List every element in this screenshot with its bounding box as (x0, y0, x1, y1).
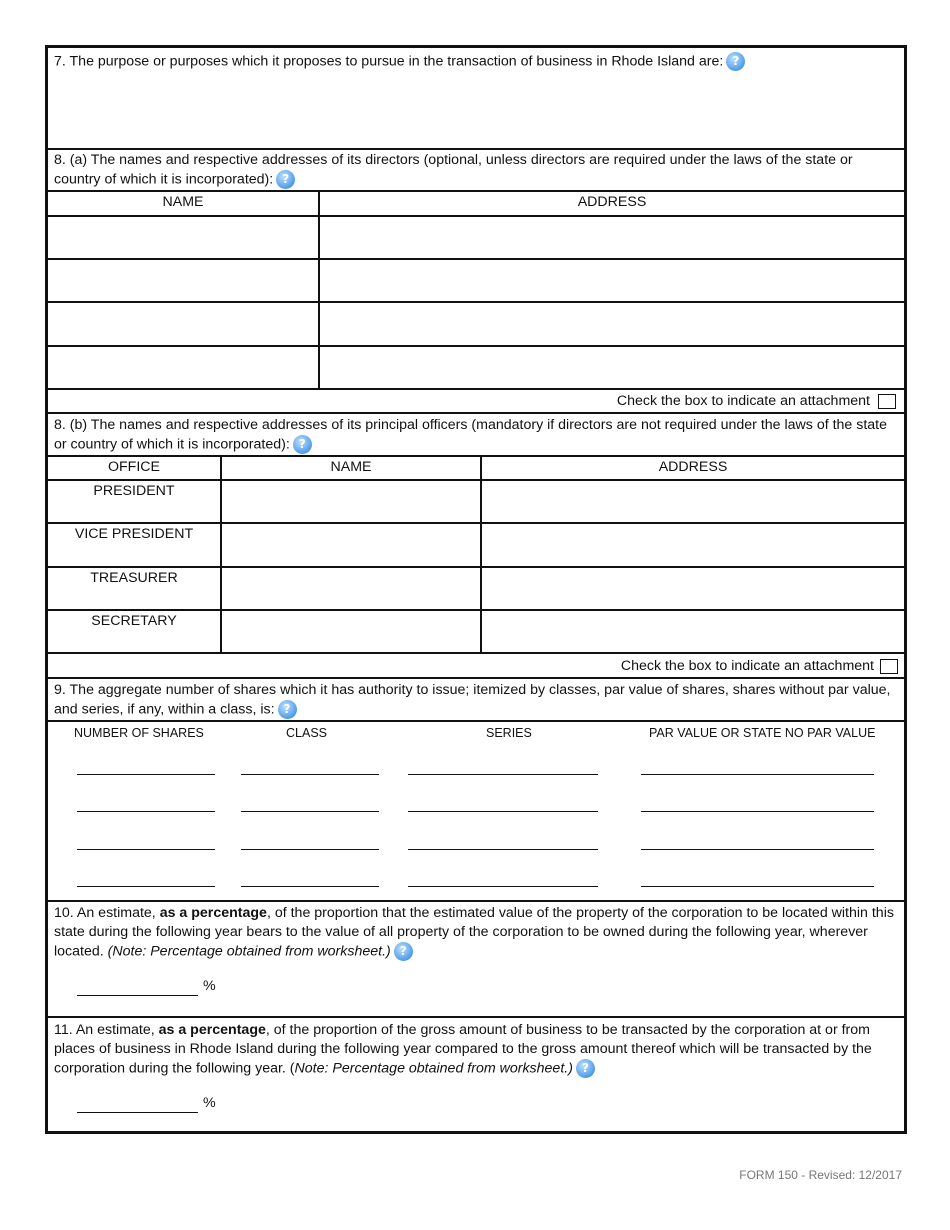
par-value-input-line[interactable] (641, 811, 874, 812)
divider (48, 522, 904, 524)
director-address-input[interactable] (324, 305, 900, 341)
help-icon[interactable]: ? (293, 435, 312, 454)
director-name-input[interactable] (52, 305, 314, 341)
form-footer: FORM 150 - Revised: 12/2017 (739, 1168, 902, 1182)
purpose-field[interactable] (54, 74, 898, 146)
director-address-input[interactable] (324, 349, 900, 385)
col-header-shares: NUMBER OF SHARES (74, 726, 204, 740)
office-vice-president: VICE PRESIDENT (74, 526, 194, 542)
par-value-input-line[interactable] (641, 849, 874, 850)
officer-name-input[interactable] (226, 613, 476, 649)
divider (48, 148, 904, 150)
shares-input-line[interactable] (77, 811, 215, 812)
col-header-class: CLASS (286, 726, 327, 740)
director-address-input[interactable] (324, 219, 900, 255)
help-icon[interactable]: ? (276, 170, 295, 189)
col-header-address: ADDRESS (577, 194, 647, 210)
percent-sign: % (203, 1095, 216, 1111)
director-name-input[interactable] (52, 219, 314, 255)
divider (48, 479, 904, 481)
col-header-address: ADDRESS (658, 459, 728, 475)
officer-name-input[interactable] (226, 570, 476, 606)
shares-input-line[interactable] (77, 774, 215, 775)
help-icon[interactable]: ? (394, 942, 413, 961)
section-9-label: 9. The aggregate number of shares which it has authority to issue; itemized by classes, par value of shares, shares without par value, and series, if any, within a class, is: ? (54, 682, 891, 718)
divider (48, 677, 904, 679)
col-header-name: NAME (162, 194, 204, 210)
help-icon[interactable]: ? (726, 52, 745, 71)
series-input-line[interactable] (408, 811, 598, 812)
officer-name-input[interactable] (226, 526, 476, 562)
divider (48, 412, 904, 414)
director-address-input[interactable] (324, 262, 900, 298)
attachment-label: Check the box to indicate an attachment (616, 393, 870, 409)
officer-address-input[interactable] (486, 613, 900, 649)
director-name-input[interactable] (52, 262, 314, 298)
form-page (45, 45, 907, 1134)
office-treasurer: TREASURER (90, 570, 178, 586)
divider (48, 720, 904, 722)
class-input-line[interactable] (241, 849, 379, 850)
class-input-line[interactable] (241, 811, 379, 812)
attachment-checkbox[interactable] (878, 394, 896, 409)
par-value-input-line[interactable] (641, 886, 874, 887)
officer-address-input[interactable] (486, 483, 900, 519)
col-header-office: OFFICE (107, 459, 161, 475)
column-divider (220, 455, 222, 653)
divider (48, 388, 904, 390)
section-8a-label: 8. (a) The names and respective addresses of its directors (optional, unless directors are required under the laws of the state or country of which it is incorporated): ? (54, 152, 853, 188)
divider (48, 345, 904, 347)
shares-input-line[interactable] (77, 849, 215, 850)
office-president: PRESIDENT (93, 483, 175, 499)
help-icon[interactable]: ? (278, 700, 297, 719)
shares-input-line[interactable] (77, 886, 215, 887)
class-input-line[interactable] (241, 886, 379, 887)
column-divider (480, 455, 482, 653)
section-10-label: 10. An estimate, as a percentage, of the proportion that the estimated value of the property of the corporation to be located within this state during the following year bears to the value of all property of the corporation to be owned during the following year, wherever located. (Note: Percentage obtained from worksheet.) ? (54, 905, 894, 960)
officer-address-input[interactable] (486, 570, 900, 606)
section-8b-label: 8. (b) The names and respective addresses of its principal officers (mandatory if directors are not required under the laws of the state or country of which it is incorporated): ? (54, 417, 888, 453)
class-input-line[interactable] (241, 774, 379, 775)
section-11-label: 11. An estimate, as a percentage, of the proportion of the gross amount of business to be transacted by the corporation at or from places of business in Rhode Island during the following year compared to the gross amount thereof which will be transacted by the corporation during the following year. (Note: Percentage obtained from worksheet.) ? (54, 1022, 872, 1077)
percentage-input-line[interactable] (77, 1112, 198, 1113)
column-divider (318, 190, 320, 390)
series-input-line[interactable] (408, 886, 598, 887)
col-header-name: NAME (330, 459, 372, 475)
divider (48, 566, 904, 568)
col-header-series: SERIES (486, 726, 532, 740)
director-name-input[interactable] (52, 349, 314, 385)
divider (48, 258, 904, 260)
help-icon[interactable]: ? (576, 1059, 595, 1078)
series-input-line[interactable] (408, 774, 598, 775)
attachment-checkbox[interactable] (880, 659, 898, 674)
percentage-input-line[interactable] (77, 995, 198, 996)
attachment-label: Check the box to indicate an attachment (620, 658, 874, 674)
divider (48, 455, 904, 457)
divider (48, 215, 904, 217)
section-7-label: 7. The purpose or purposes which it proposes to pursue in the transaction of business in Rhode Island are: ? (54, 52, 894, 71)
col-header-par-value: PAR VALUE OR STATE NO PAR VALUE (649, 726, 876, 740)
officer-name-input[interactable] (226, 483, 476, 519)
office-secretary: SECRETARY (91, 613, 177, 629)
divider (48, 609, 904, 611)
divider (48, 301, 904, 303)
divider (48, 190, 904, 192)
series-input-line[interactable] (408, 849, 598, 850)
divider (48, 900, 904, 902)
percent-sign: % (203, 978, 216, 994)
par-value-input-line[interactable] (641, 774, 874, 775)
divider (48, 1016, 904, 1018)
officer-address-input[interactable] (486, 526, 900, 562)
divider (48, 652, 904, 654)
